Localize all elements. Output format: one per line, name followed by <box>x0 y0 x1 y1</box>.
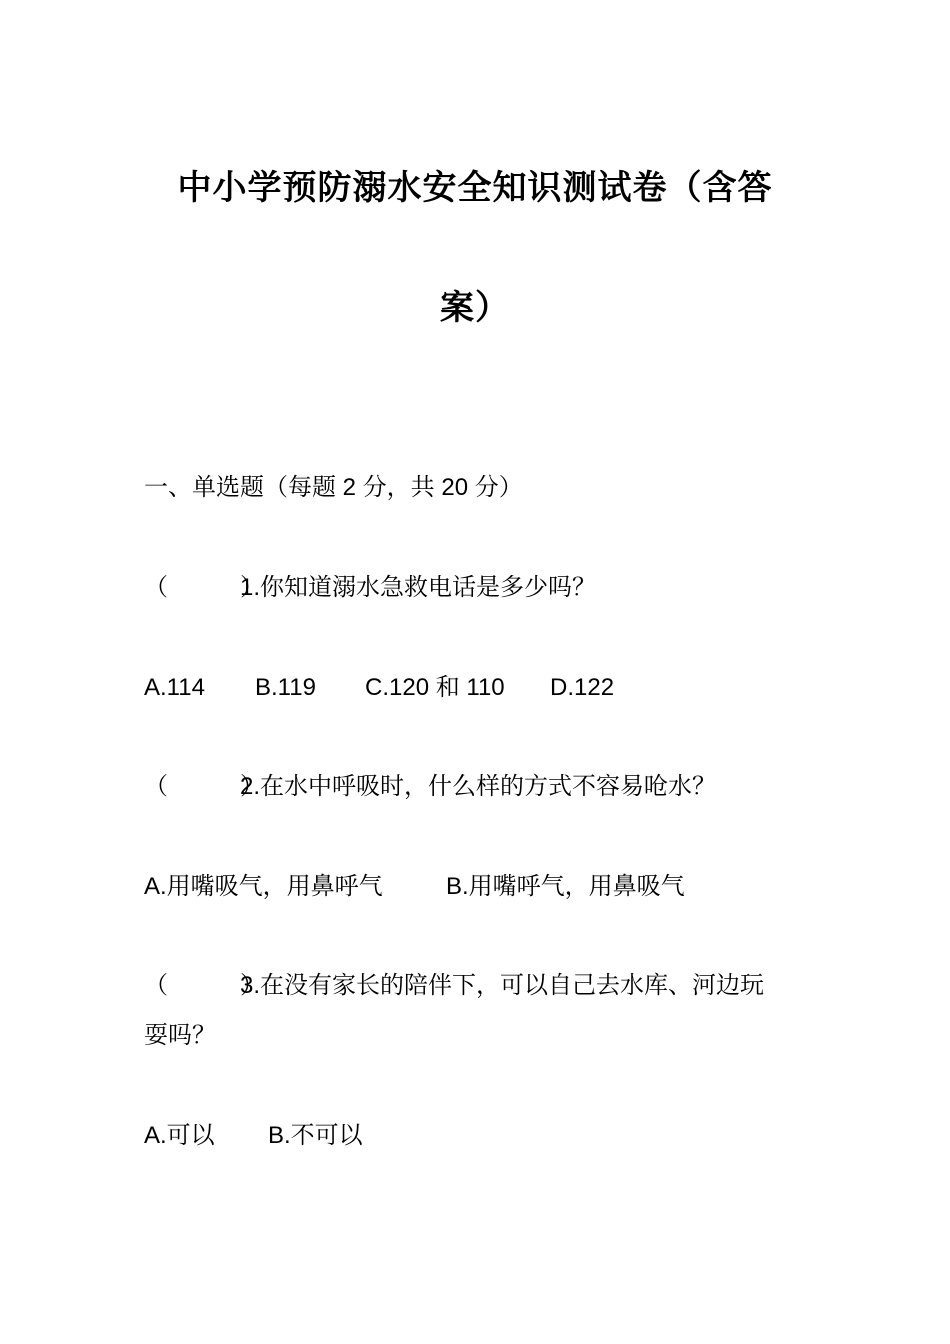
document-title-line-1: 中小学预防溺水安全知识测试卷（含答 <box>177 169 773 207</box>
option-d: D.122 <box>550 674 615 701</box>
answer-blank: （ ） <box>144 773 264 800</box>
answer-blank: （ ） <box>144 972 264 999</box>
question-3-continuation: 耍吗？ <box>144 1022 216 1049</box>
question-2 <box>144 772 716 802</box>
question-3 <box>144 971 764 1001</box>
section-heading: 一、单选题（每题 2 分，共 20 分） <box>144 474 523 501</box>
option-c: C.120 和 110 <box>365 674 505 701</box>
document-title-line-2: 案） <box>440 289 510 327</box>
answer-blank: （ ） <box>144 574 264 601</box>
question-1 <box>144 573 596 603</box>
option-a: A.可以 <box>144 1122 215 1149</box>
question-text: 1.你知道溺水急救电话是多少吗？ <box>240 574 597 601</box>
option-b: B.119 <box>255 674 316 701</box>
option-b: B.不可以 <box>268 1122 363 1149</box>
option-b: B.用嘴呼气，用鼻吸气 <box>446 873 685 900</box>
option-a: A.114 <box>144 674 205 701</box>
option-a: A.用嘴吸气，用鼻呼气 <box>144 873 383 900</box>
question-text: 2.在水中呼吸时，什么样的方式不容易呛水？ <box>240 773 717 800</box>
question-text: 3.在没有家长的陪伴下，可以自己去水库、河边玩 <box>240 972 765 999</box>
